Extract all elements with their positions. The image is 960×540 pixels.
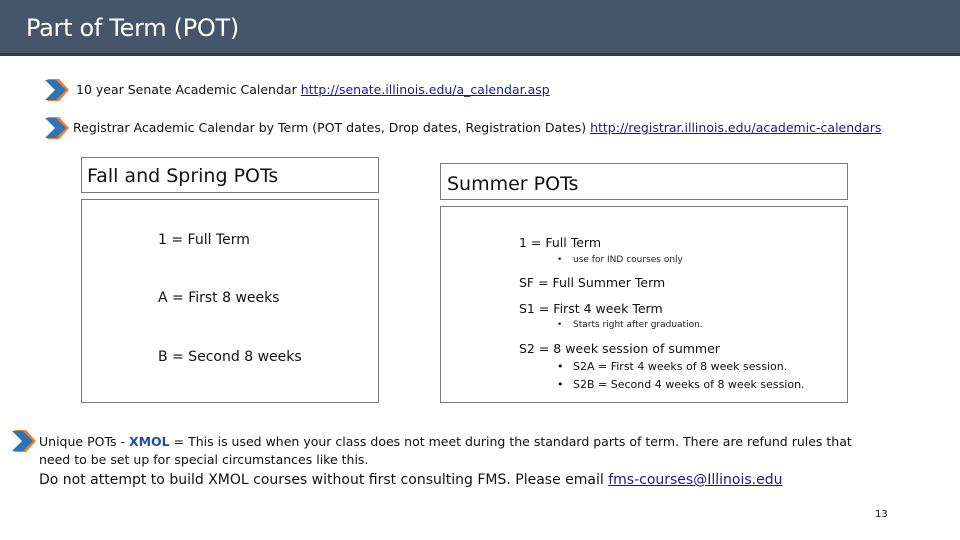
fms-email-link[interactable]: fms-courses@Illinois.edu xyxy=(608,472,783,488)
page-title: Part of Term (POT) xyxy=(26,14,239,42)
summer-s2a-note: • S2A = First 4 weeks of 8 week session. xyxy=(557,360,788,373)
xmol-warning-text: Do not attempt to build XMOL courses without first consulting FMS. Please email xyxy=(39,472,609,488)
unique-pots-line2: need to be set up for special circumstances like this. xyxy=(39,452,369,467)
registrar-calendar-link[interactable]: http://registrar.illinois.edu/academic-calendars xyxy=(590,120,882,135)
fall-spring-item: 1 = Full Term xyxy=(158,232,250,248)
page-number: 13 xyxy=(875,509,888,520)
summer-item-full-term: 1 = Full Term xyxy=(519,235,602,250)
unique-pots-note xyxy=(39,433,939,469)
summer-item-s2: S2 = 8 week session of summer xyxy=(519,341,720,356)
senate-calendar-link[interactable]: http://senate.illinois.edu/a_calendar.asp xyxy=(300,82,550,97)
summer-box xyxy=(440,206,848,403)
fall-spring-item: B = Second 8 weeks xyxy=(158,349,302,365)
fall-spring-item: A = First 8 weeks xyxy=(158,290,280,306)
summer-title: Summer POTs xyxy=(447,173,579,195)
unique-pots-prefix: Unique POTs - xyxy=(39,434,129,449)
summer-s2b-note: • S2B = Second 4 weeks of 8 week session. xyxy=(557,378,805,391)
title-bar xyxy=(0,0,960,56)
senate-calendar-line xyxy=(76,82,550,97)
fall-spring-box xyxy=(81,199,379,403)
summer-s1-note: • Starts right after graduation. xyxy=(557,320,703,330)
summer-full-term-note: • use for IND courses only xyxy=(557,255,683,265)
summer-title-box xyxy=(440,163,848,200)
registrar-calendar-label: Registrar Academic Calendar by Term (POT dates, Drop dates, Registration Dates) xyxy=(73,120,591,135)
xmol-warning xyxy=(39,472,782,488)
unique-pots-line1: = This is used when your class does not meet during the standard parts of term. There are refund rules that xyxy=(169,434,852,449)
summer-item-s1: S1 = First 4 week Term xyxy=(519,301,663,316)
fall-spring-title-box xyxy=(81,157,379,193)
xmol-code: XMOL xyxy=(128,434,170,449)
senate-calendar-label: 10 year Senate Academic Calendar xyxy=(76,82,301,97)
registrar-calendar-line xyxy=(73,120,881,135)
fall-spring-title: Fall and Spring POTs xyxy=(87,165,279,187)
summer-item-sf: SF = Full Summer Term xyxy=(519,275,666,290)
